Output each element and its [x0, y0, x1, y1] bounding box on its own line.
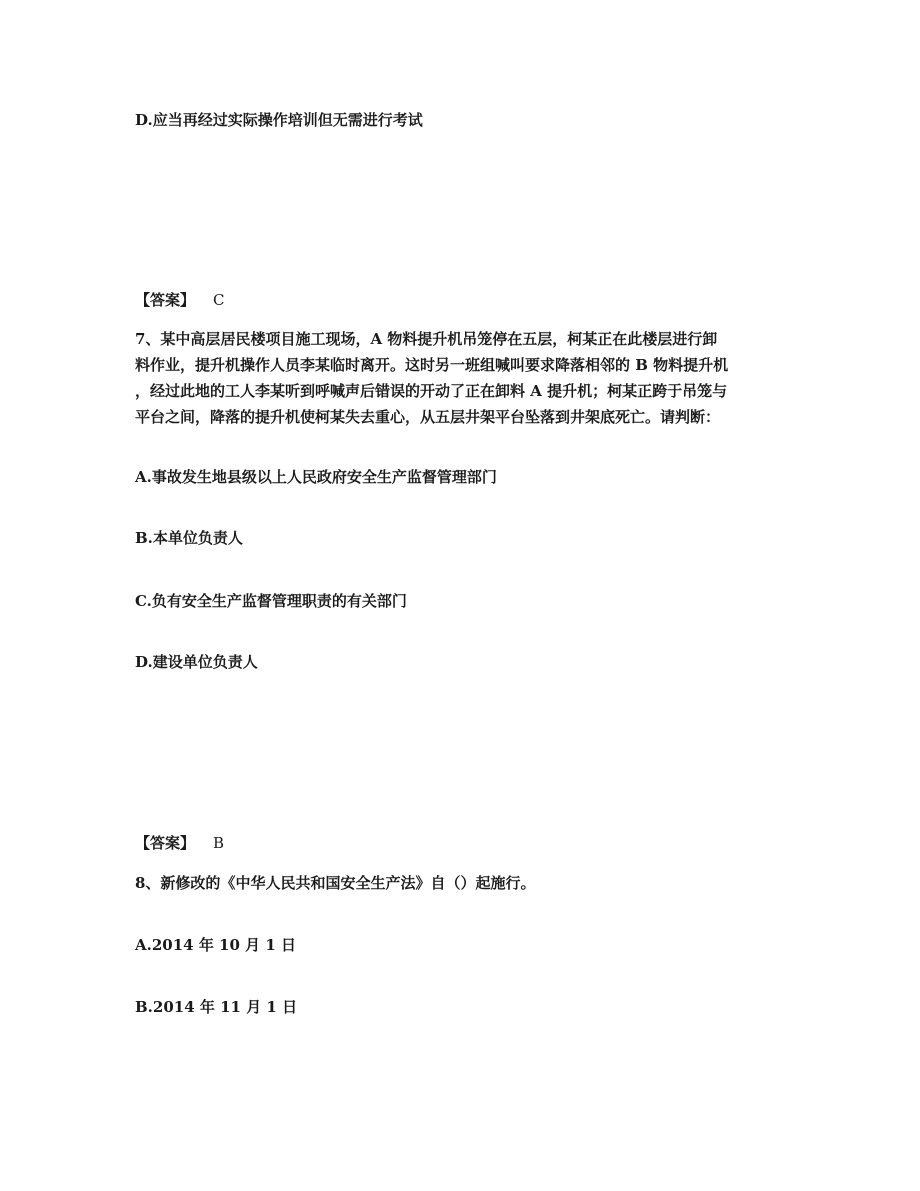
q7-stem-line: 平台之间，降落的提升机使柯某失去重心，从五层井架平台坠落到井架底死亡。请判断：: [135, 408, 721, 426]
q8-option-a: A.2014 年 10 月 1 日: [135, 936, 297, 954]
q6-option-d: D.应当再经过实际操作培训但无需进行考试: [135, 111, 423, 129]
answer6-label: 【答案】: [135, 291, 196, 309]
q7-stem: [135, 326, 785, 430]
q7-stem-line: 料作业，提升机操作人员李某临时离开。这时另一班组喊叫要求降落相邻的 B 物料提升机: [135, 356, 729, 374]
q7-option-a: A.事故发生地县级以上人民政府安全生产监督管理部门: [135, 468, 497, 486]
q7-option-c: C.负有安全生产监督管理职责的有关部门: [135, 592, 407, 610]
q8-option-b: B.2014 年 11 月 1 日: [135, 998, 298, 1016]
q7-stem-line: ，经过此地的工人李某听到呼喊声后错误的开动了正在卸料 A 提升机；柯某正跨于吊笼与: [135, 382, 728, 400]
answer7: [135, 833, 224, 853]
q7-stem-line: 7、某中高层居民楼项目施工现场，A 物料提升机吊笼停在五层，柯某正在此楼层进行卸: [135, 330, 718, 348]
answer7-value: B: [213, 834, 225, 852]
answer6-value: C: [213, 291, 225, 309]
q8-stem: 8、新修改的《中华人民共和国安全生产法》自（）起施行。: [135, 874, 536, 892]
q7-option-d: D.建设单位负责人: [135, 653, 258, 671]
answer6: [135, 290, 225, 310]
answer7-label: 【答案】: [135, 834, 196, 852]
q7-option-b: B.本单位负责人: [135, 529, 243, 547]
